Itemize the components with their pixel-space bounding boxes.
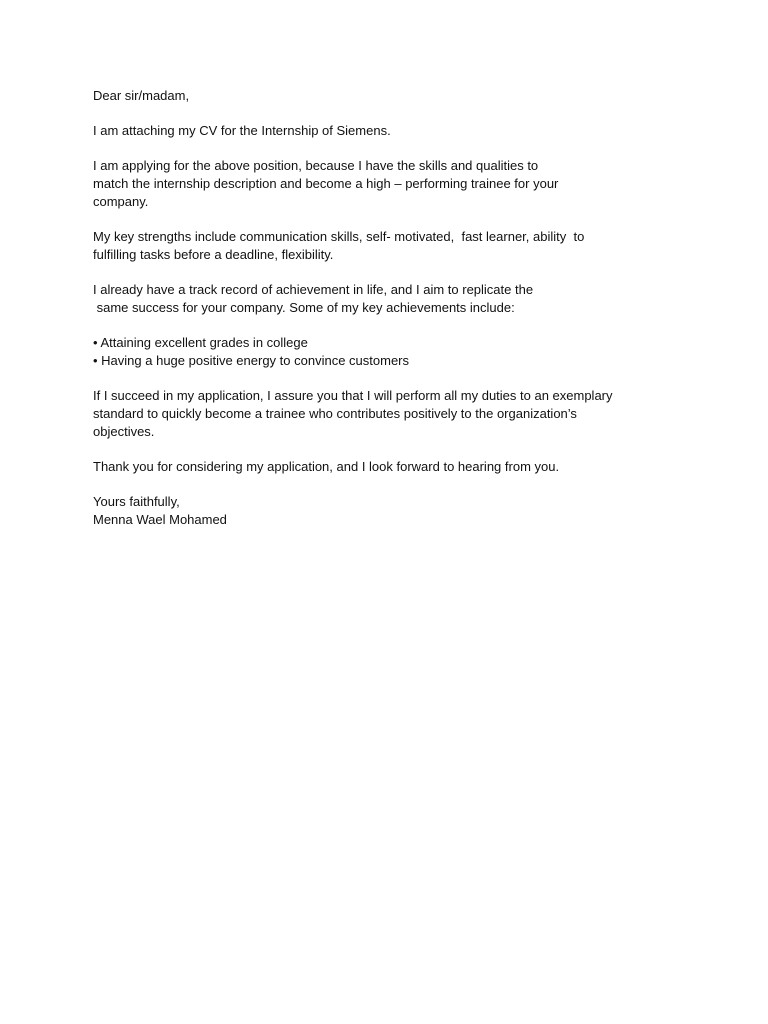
intro-paragraph: I am attaching my CV for the Internship of Siemens.	[93, 123, 391, 138]
text-line: I am applying for the above position, because I have the skills and qualities to	[93, 158, 539, 173]
strengths-paragraph	[93, 228, 733, 264]
text-line: standard to quickly become a trainee who contributes positively to the organization’s	[93, 406, 577, 421]
paragraph-gap	[93, 140, 733, 157]
list-item: • Attaining excellent grades in college	[93, 335, 308, 350]
text-line: My key strengths include communication skills, self- motivated, fast learner, ability to	[93, 229, 585, 244]
assurance-paragraph	[93, 387, 733, 441]
list-item: • Having a huge positive energy to convince customers	[93, 353, 409, 368]
paragraph-gap	[93, 105, 733, 122]
text-line: company.	[93, 194, 149, 209]
achievements-list	[93, 334, 733, 370]
paragraph-gap	[93, 370, 733, 387]
paragraph-gap	[93, 211, 733, 228]
text-line: If I succeed in my application, I assure you that I will perform all my duties to an exemplary	[93, 388, 613, 403]
applying-paragraph	[93, 157, 733, 211]
thanks-paragraph: Thank you for considering my application, and I look forward to hearing from you.	[93, 459, 560, 474]
closing: Yours faithfully,	[93, 494, 180, 509]
text-line: same success for your company. Some of my key achievements include:	[93, 300, 515, 315]
paragraph-gap	[93, 441, 733, 458]
cover-letter	[93, 87, 733, 529]
paragraph-gap	[93, 264, 733, 281]
paragraph-gap	[93, 317, 733, 334]
paragraph-gap	[93, 476, 733, 493]
signature-name: Menna Wael Mohamed	[93, 512, 227, 527]
text-line: objectives.	[93, 424, 155, 439]
text-line: I already have a track record of achievement in life, and I aim to replicate the	[93, 282, 534, 297]
text-line: fulfilling tasks before a deadline, flexibility.	[93, 247, 334, 262]
salutation: Dear sir/madam,	[93, 88, 190, 103]
text-line: match the internship description and become a high – performing trainee for your	[93, 176, 559, 191]
achievements-paragraph	[93, 281, 733, 317]
